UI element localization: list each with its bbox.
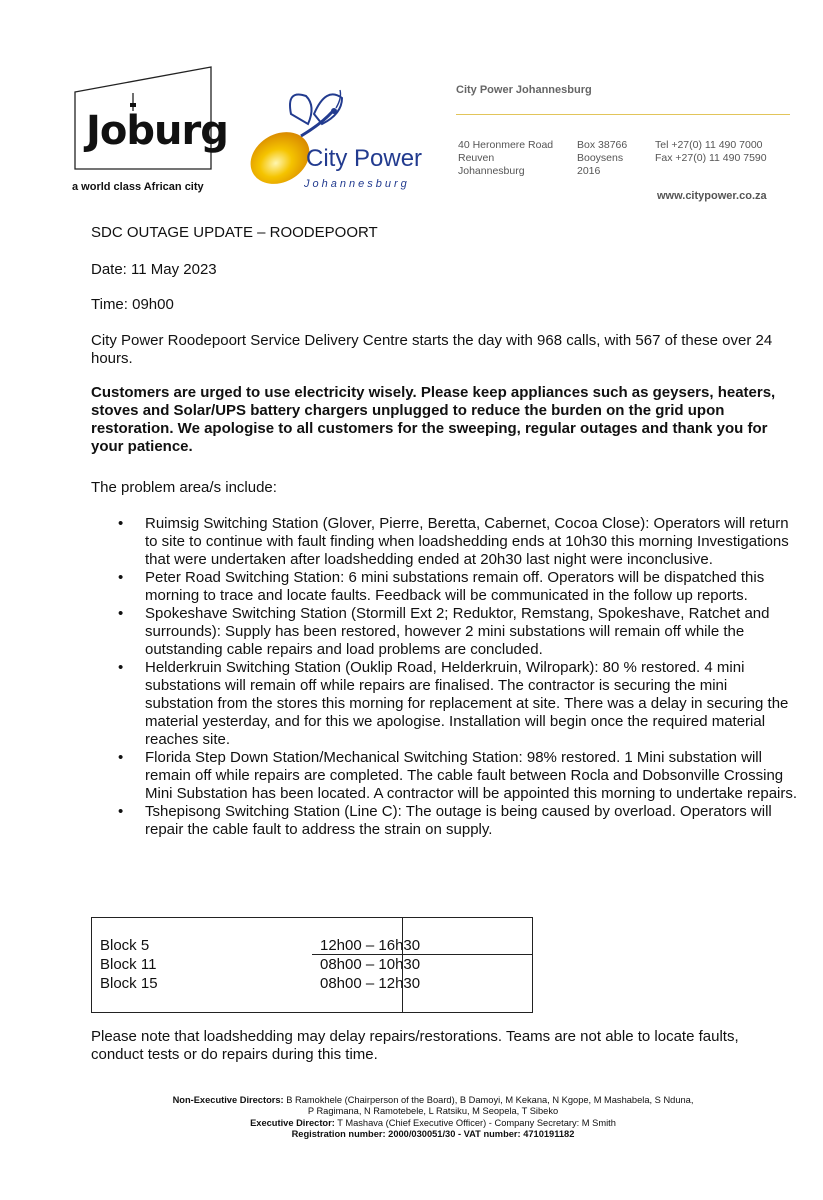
letterhead-company: City Power Johannesburg [456, 84, 592, 96]
letterhead-divider [456, 114, 790, 115]
footer [90, 1095, 776, 1140]
list-item: • Peter Road Switching Station: 6 mini substations remain off. Operators will be dispatched this morning to trace and locate faults. Feedback will be communicated in the follow up reports. [118, 569, 798, 605]
problem-areas-heading: The problem area/s include: [91, 479, 277, 496]
list-item: • Spokeshave Switching Station (Stormill Ext 2; Reduktor, Remstang, Spokeshave, Ratchet and surrounds): Supply has been restored, however 2 mini substations will remain off while the outstanding cable repairs and load problems are concluded. [118, 605, 798, 659]
joburg-tagline: a world class African city [72, 181, 204, 193]
letterhead-postal [577, 139, 627, 178]
list-item: • Tshepisong Switching Station (Line C): The outage is being caused by overload. Operators will repair the cable fault to address the strain on supply. [118, 803, 798, 839]
registration-info [90, 1129, 776, 1140]
customer-notice: Customers are urged to use electricity wisely. Please keep appliances such as geysers, heaters, stoves and Solar/UPS battery chargers unplugged to reduce the burden on the grid upon restoration. We apologise to all customers for the sweeping, regular outages and thank you for your patience. [91, 384, 776, 455]
table-row [92, 955, 532, 974]
document-title: SDC OUTAGE UPDATE – ROODEPOORT [91, 224, 378, 241]
problem-area-list [118, 515, 798, 839]
list-item: • Florida Step Down Station/Mechanical Switching Station: 98% restored. 1 Mini substation will remain off while repairs are completed. The cable fault between Rocla and Dobsonville Crossing Mini Substation has been located. A contractor will be appointed this morning to undertake repairs. [118, 749, 798, 803]
joburg-wordmark: Joburg [86, 108, 228, 154]
ned-names: B Ramokhele (Chairperson of the Board), B Damoyi, M Kekana, N Kgope, M Mashabela, S Nduna, [286, 1095, 694, 1105]
website-link[interactable]: www.citypower.co.za [657, 190, 767, 202]
footer-exec-line [90, 1118, 776, 1129]
list-item: • Helderkruin Switching Station (Ouklip Road, Helderkruin, Wilropark): 80 % restored. 4 mini substations will remain off while repairs are finalised. The contractor is securing the mini substation from the stores this morning for replacement at site. There was a delay in securing the material yesterday, and for this we apologise. Installation will begin once the required material reaches site. [118, 659, 798, 749]
city-power-subtitle: Johannesburg [304, 178, 410, 190]
closing-note: Please note that loadshedding may delay repairs/restorations. Teams are not able to locate faults, conduct tests or do repairs during this time. [91, 1028, 739, 1063]
block-cell: Block 5 [100, 937, 150, 954]
time-cell: 12h00 – 16h30 [320, 937, 421, 954]
postal-line: Box 38766 [577, 139, 628, 151]
list-item: • Ruimsig Switching Station (Glover, Pierre, Beretta, Cabernet, Cocoa Close): Operators will return to site to continue with fault finding when loadshedding ends at 10h30 this morning Investigations that were undertaken after loadshedding ended at 20h30 last night were inconclusive. [118, 515, 798, 569]
registration-text: Registration number: 2000/030051/30 - VAT number: 4710191182 [291, 1128, 575, 1139]
document-date: Date: 11 May 2023 [91, 261, 217, 278]
letterhead-contact [655, 139, 767, 165]
table-row [92, 974, 532, 993]
city-power-name: City Power [306, 145, 423, 172]
address-line: 40 Heronmere Road [458, 139, 554, 151]
address-line: Johannesburg [458, 165, 525, 177]
block-cell: Block 11 [100, 956, 157, 973]
exec-names: T Mashava (Chief Executive Officer) - Company Secretary: M Smith [337, 1117, 616, 1128]
table-row [92, 936, 532, 955]
postal-line: Booysens [577, 152, 624, 164]
footer-ned-line [90, 1095, 776, 1106]
exec-label: Executive Director: [250, 1117, 335, 1128]
time-cell: 08h00 – 12h30 [320, 975, 421, 992]
ned-names-continued: P Ragimana, N Ramotebele, L Ratsiku, M Seopela, T Sibeko [307, 1106, 559, 1117]
ned-label: Non-Executive Directors: [172, 1095, 284, 1105]
letterhead-address [458, 139, 553, 178]
fax: Fax +27(0) 11 490 7590 [655, 152, 767, 164]
intro-paragraph: City Power Roodepoort Service Delivery Centre starts the day with 968 calls, with 567 of these over 24 hours. [91, 332, 773, 367]
address-line: Reuven [458, 152, 495, 164]
block-cell: Block 15 [100, 975, 158, 992]
postal-line: 2016 [577, 165, 601, 177]
telephone: Tel +27(0) 11 490 7000 [655, 139, 763, 151]
document-time: Time: 09h00 [91, 296, 174, 313]
loadshedding-schedule-table [91, 917, 533, 1013]
time-cell: 08h00 – 10h30 [320, 956, 421, 973]
